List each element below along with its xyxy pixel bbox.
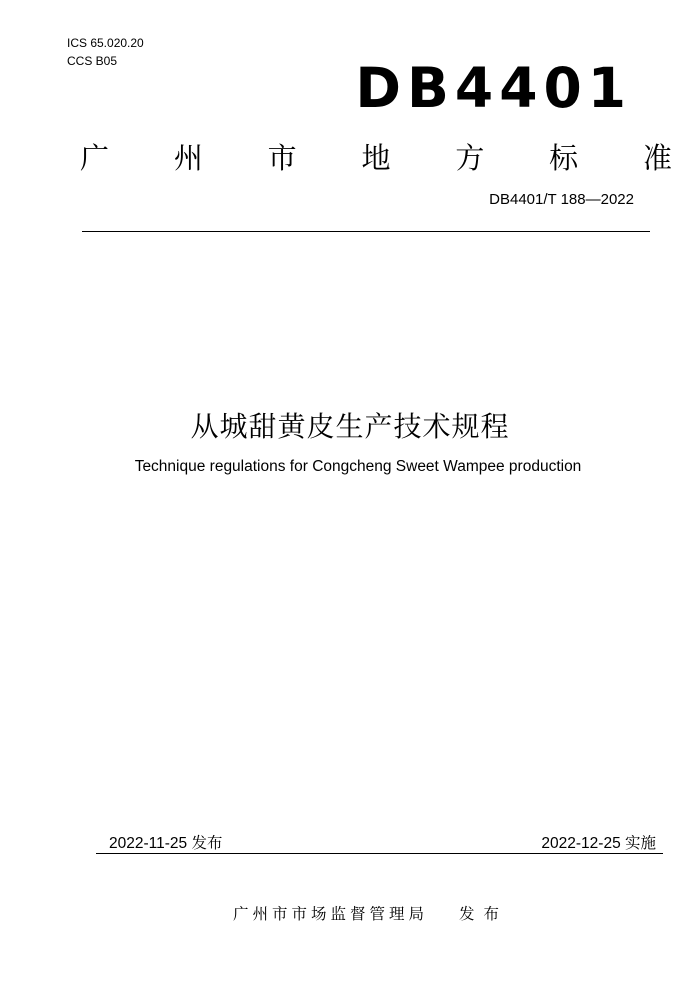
header-divider: [82, 231, 650, 232]
document-number: DB4401/T 188—2022: [489, 191, 634, 208]
implementation-date: 2022-12-25 实施: [541, 835, 656, 852]
issuer-char: 州: [173, 141, 203, 175]
issuer-char: 广: [80, 141, 110, 175]
ics-code: ICS 65.020.20: [67, 36, 144, 50]
issuer-char: 市: [267, 141, 297, 175]
publisher-name: 广州市市场监督管理局: [233, 906, 429, 923]
publish-label: 发布: [459, 906, 509, 923]
issue-date: 2022-11-25 发布: [109, 835, 223, 852]
ccs-code: CCS B05: [67, 54, 118, 68]
issuer-char: 标: [549, 141, 579, 175]
title-chinese: 从城甜黄皮生产技术规程: [190, 410, 510, 443]
title-english: Technique regulations for Congcheng Sweet Wampee production: [134, 458, 582, 475]
standard-code: DB4401: [355, 56, 632, 120]
footer-divider: [96, 853, 663, 854]
issuer-char: 方: [455, 141, 485, 175]
issuer-title: [80, 138, 672, 178]
issuer-char: 地: [361, 141, 391, 175]
issuer-char: 准: [642, 141, 672, 175]
